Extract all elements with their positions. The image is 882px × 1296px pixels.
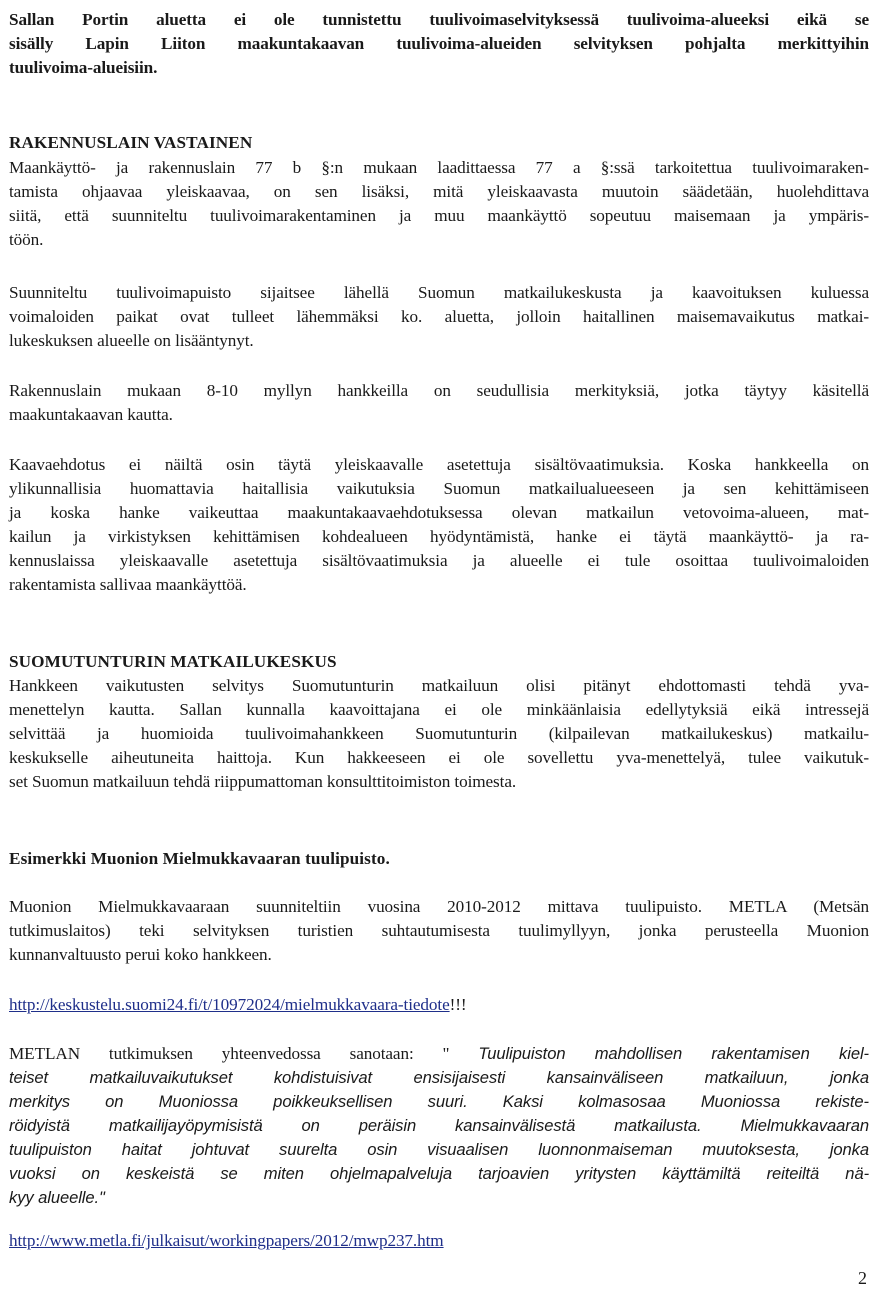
text-line: kailun ja virkistyksen kehittämisen kohdealueen hyödyntämistä, hanke ei täytä maankäyttö- ja ra-	[9, 527, 869, 546]
paragraph	[9, 895, 869, 967]
quote-paragraph	[9, 1042, 869, 1210]
quote-line: vuoksi on keskeistä se miten ohjelmapalveluja tarjoavien yritysten käyttämiltä reiteiltä nä-	[9, 1164, 869, 1183]
link-suffix: !!!	[449, 995, 467, 1014]
text-line: tuulivoima-alueisiin.	[9, 58, 158, 77]
quote-line: röidyistä matkailijayöpymisistä on peräisin kansainvälisestä matkailusta. Mielmukkavaaran	[9, 1116, 869, 1135]
quote-line: kyy alueelle."	[9, 1188, 105, 1207]
quote-intro: METLAN tutkimuksen yhteenvedossa sanotaan: "	[9, 1044, 479, 1063]
text-line: maakuntakaavan kautta.	[9, 405, 173, 424]
text-line: töön.	[9, 230, 44, 249]
link-line	[9, 1229, 869, 1253]
quote-line: teiset matkailuvaikutukset kohdistuisivat ensisijaisesti kansainväliseen matkailuun, jonka	[9, 1068, 869, 1087]
example-heading: Esimerkki Muonion Mielmukkavaaran tuulipuisto.	[9, 849, 390, 868]
page-number: 2	[858, 1268, 867, 1288]
paragraph	[9, 156, 869, 252]
keskustelu-link[interactable]: http://keskustelu.suomi24.fi/t/10972024/mielmukkavaara-tiedote	[9, 995, 450, 1014]
quote-line: tuulipuiston haitat johtuvat suurelta osin visuaalisen luonnonmaiseman muutoksesta, jonka	[9, 1140, 869, 1159]
text-line: Maankäyttö- ja rakennuslain 77 b §:n mukaan laadittaessa 77 a §:ssä tarkoitettua tuulivoimaraken-	[9, 158, 869, 177]
text-line: selvittää ja huomioida tuulivoimahankkeen Suomutunturin (kilpailevan matkailukeskus) matkailu-	[9, 724, 869, 743]
quote-line: merkitys on Muoniossa poikkeuksellisen suuri. Kaksi kolmasosaa Muoniossa rekiste-	[9, 1092, 869, 1111]
text-line	[9, 1042, 869, 1066]
text-line: menettelyn kautta. Sallan kunnalla kaavoittajana ei ole minkäänlaisia edellytyksiä eikä intressejä	[9, 700, 869, 719]
text-line: Suunniteltu tuulivoimapuisto sijaitsee lähellä Suomun matkailukeskusta ja kaavoituksen kuluessa	[9, 283, 869, 302]
text-line: sisälly Lapin Liiton maakuntakaavan tuulivoima-alueiden selvityksen pohjalta merkittyihin	[9, 34, 869, 53]
text-line: rakentamista sallivaa maankäyttöä.	[9, 575, 247, 594]
text-line: ylikunnallisia huomattavia haitallisia vaikutuksia Suomun matkailualueeseen ja sen kehittämiseen	[9, 479, 869, 498]
text-line: kennuslaissa yleiskaavalle asetettuja sisältövaatimuksia ja alueelle ei tule osoittaa tuulivoimaloiden	[9, 551, 869, 570]
text-line: Kaavaehdotus ei näiltä osin täytä yleiskaavalle asetettuja sisältövaatimuksia. Koska hankkeella on	[9, 455, 869, 474]
text-line: Hankkeen vaikutusten selvitys Suomutunturin matkailuun olisi pitänyt ehdottomasti tehdä yva-	[9, 676, 869, 695]
paragraph	[9, 674, 869, 794]
text-line: set Suomun matkailuun tehdä riippumattoman konsulttitoimiston toimesta.	[9, 772, 517, 791]
text-line: kunnanvaltuusto perui koko hankkeen.	[9, 945, 272, 964]
text-line: Muonion Mielmukkavaaraan suunniteltiin vuosina 2010-2012 mittava tuulipuisto. METLA (Metsän	[9, 897, 869, 916]
metla-link[interactable]: http://www.metla.fi/julkaisut/workingpapers/2012/mwp237.htm	[9, 1231, 444, 1250]
text-line: Sallan Portin aluetta ei ole tunnistettu tuulivoimaselvityksessä tuulivoima-alueeksi eikä se	[9, 10, 869, 29]
section-heading-suomutunturin: SUOMUTUNTURIN MATKAILUKESKUS	[9, 652, 337, 671]
paragraph	[9, 379, 869, 427]
paragraph	[9, 281, 869, 353]
text-line: siitä, että suunniteltu tuulivoimarakentaminen ja muu maankäyttö sopeutuu maisemaan ja ympäris-	[9, 206, 869, 225]
text-line: keskukselle aiheutuneita haittoja. Kun hakkeeseen ei ole sovellettu yva-menettelyä, tulee vaikutuk-	[9, 748, 869, 767]
text-line: ja koska hanke vaikeuttaa maakuntakaavaehdotuksessa olevan matkailun vetovoima-alueen, mat-	[9, 503, 869, 522]
text-line: voimaloiden paikat ovat tulleet lähemmäksi ko. aluetta, jolloin haitallinen maisemavaikutus matkai-	[9, 307, 869, 326]
text-line: tutkimuslaitos) teki selvityksen turistien suhtautumisesta tuulimyllyyn, jonka perusteella Muonion	[9, 921, 869, 940]
text-line: tamista ohjaavaa yleiskaavaa, on sen lisäksi, mitä yleiskaavasta muutoin säädetään, huolehdittava	[9, 182, 869, 201]
quote-text: Tuulipuiston mahdollisen rakentamisen kiel-	[478, 1044, 869, 1063]
paragraph	[9, 453, 869, 597]
text-line: Rakennuslain mukaan 8-10 myllyn hankkeilla on seudullisia merkityksiä, jotka täytyy käsitellä	[9, 381, 869, 400]
intro-paragraph	[9, 8, 869, 80]
section-heading-rakennuslain: RAKENNUSLAIN VASTAINEN	[9, 133, 253, 152]
link-line	[9, 993, 869, 1017]
text-line: lukeskuksen alueelle on lisääntynyt.	[9, 331, 254, 350]
